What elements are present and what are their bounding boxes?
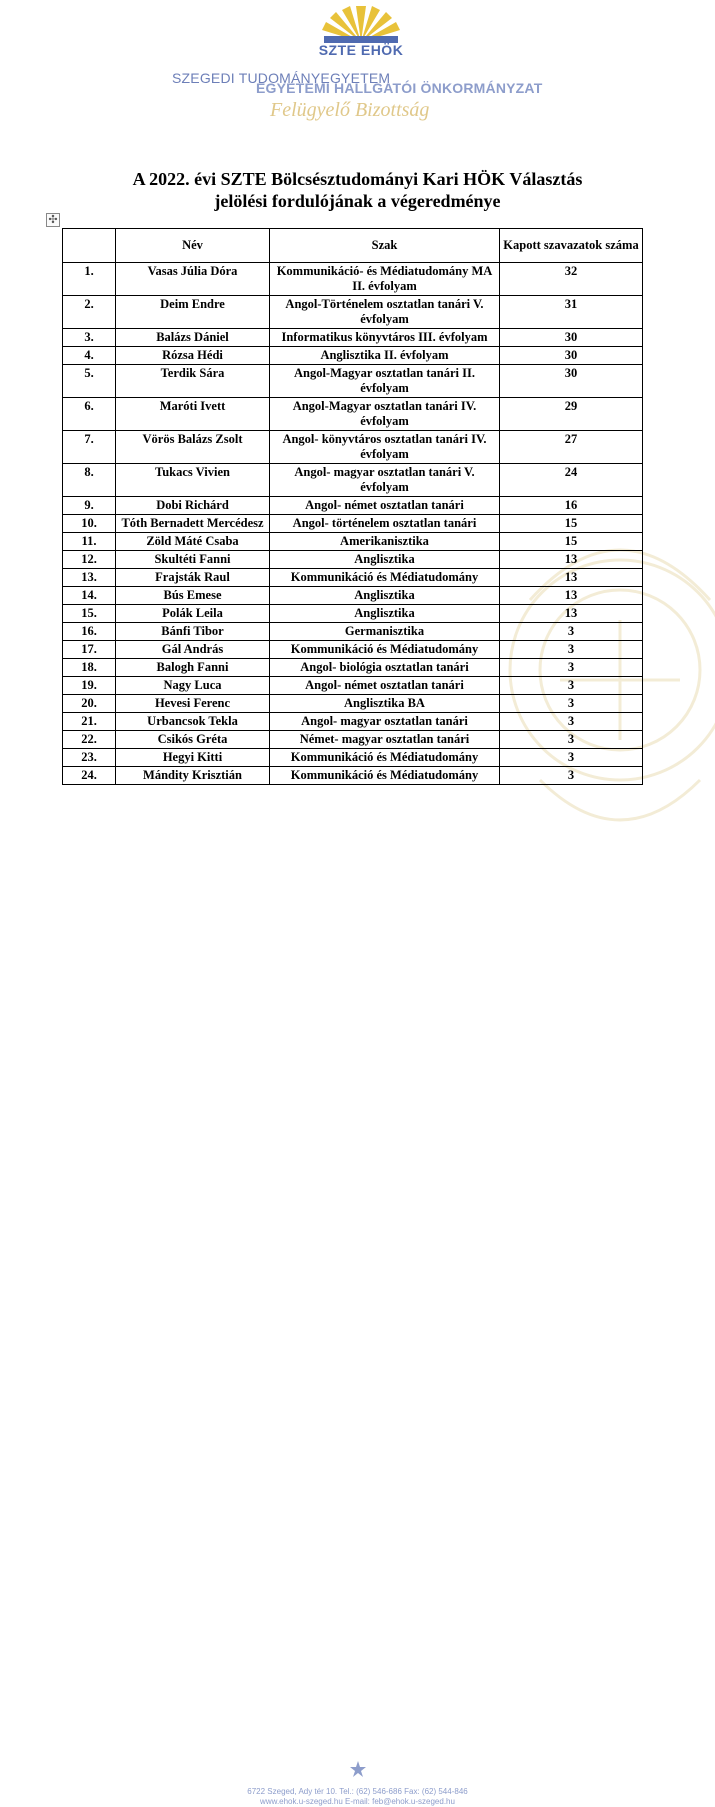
candidate-name: Balázs Dániel [116, 329, 270, 347]
candidate-major: Amerikanisztika [270, 533, 500, 551]
table-row [63, 365, 643, 398]
table-row [63, 515, 643, 533]
vote-count: 3 [500, 695, 643, 713]
table-row [63, 533, 643, 551]
vote-count: 13 [500, 551, 643, 569]
header-number [63, 229, 116, 263]
vote-count: 3 [500, 659, 643, 677]
title-line-2: jelölési fordulójának a végeredménye [214, 191, 501, 211]
table-row [63, 749, 643, 767]
candidate-major: Anglisztika BA [270, 695, 500, 713]
candidate-major: Német- magyar osztatlan tanári [270, 731, 500, 749]
table-row [63, 431, 643, 464]
vote-count: 3 [500, 767, 643, 785]
vote-count: 32 [500, 263, 643, 296]
header-major: Szak [270, 229, 500, 263]
row-number: 11. [63, 533, 116, 551]
table-row [63, 497, 643, 515]
footer-address: 6722 Szeged, Ady tér 10. Tel.: (62) 546-686 Fax: (62) 544-846 [247, 1787, 468, 1796]
row-number: 23. [63, 749, 116, 767]
title-line-1: A 2022. évi SZTE Bölcsésztudományi Kari HÖK Választás [132, 169, 583, 189]
candidate-major: Angol-Történelem osztatlan tanári V. évfolyam [270, 296, 500, 329]
table-row [63, 263, 643, 296]
vote-count: 13 [500, 587, 643, 605]
vote-count: 31 [500, 296, 643, 329]
star-icon [349, 1760, 367, 1780]
candidate-major: Angol- magyar osztatlan tanári [270, 713, 500, 731]
candidate-name: Terdik Sára [116, 365, 270, 398]
vote-count: 3 [500, 713, 643, 731]
table-row [63, 605, 643, 623]
candidate-name: Tukacs Vivien [116, 464, 270, 497]
row-number: 24. [63, 767, 116, 785]
candidate-name: Polák Leila [116, 605, 270, 623]
candidate-major: Angol-Magyar osztatlan tanári II. évfolyam [270, 365, 500, 398]
candidate-major: Angol- könyvtáros osztatlan tanári IV. évfolyam [270, 431, 500, 464]
row-number: 22. [63, 731, 116, 749]
table-row [63, 347, 643, 365]
row-number: 17. [63, 641, 116, 659]
candidate-major: Angol-Magyar osztatlan tanári IV. évfolyam [270, 398, 500, 431]
vote-count: 13 [500, 605, 643, 623]
candidate-name: Bánfi Tibor [116, 623, 270, 641]
table-row [63, 296, 643, 329]
university-name: SZEGEDI TUDOMÁNYEGYETEM [172, 70, 391, 86]
candidate-major: Germanisztika [270, 623, 500, 641]
union-name: EGYETEMI HALLGATÓI ÖNKORMÁNYZAT [256, 80, 543, 96]
candidate-name: Vasas Júlia Dóra [116, 263, 270, 296]
vote-count: 30 [500, 329, 643, 347]
table-row [63, 569, 643, 587]
table-row [63, 329, 643, 347]
candidate-name: Nagy Luca [116, 677, 270, 695]
candidate-name: Mándity Krisztián [116, 767, 270, 785]
row-number: 4. [63, 347, 116, 365]
vote-count: 3 [500, 641, 643, 659]
row-number: 8. [63, 464, 116, 497]
vote-count: 16 [500, 497, 643, 515]
sunburst-logo-icon [318, 2, 404, 44]
candidate-major: Kommunikáció és Médiatudomány [270, 641, 500, 659]
vote-count: 3 [500, 677, 643, 695]
logo-text: SZTE EHÖK [318, 42, 404, 58]
row-number: 1. [63, 263, 116, 296]
row-number: 20. [63, 695, 116, 713]
candidate-name: Rózsa Hédi [116, 347, 270, 365]
table-row [63, 464, 643, 497]
row-number: 16. [63, 623, 116, 641]
committee-name: Felügyelő Bizottság [270, 99, 430, 121]
results-table [62, 228, 643, 785]
candidate-major: Angol- német osztatlan tanári [270, 497, 500, 515]
vote-count: 15 [500, 533, 643, 551]
row-number: 2. [63, 296, 116, 329]
row-number: 18. [63, 659, 116, 677]
table-row [63, 731, 643, 749]
candidate-name: Deim Endre [116, 296, 270, 329]
candidate-major: Angol- történelem osztatlan tanári [270, 515, 500, 533]
vote-count: 3 [500, 623, 643, 641]
candidate-name: Zöld Máté Csaba [116, 533, 270, 551]
row-number: 6. [63, 398, 116, 431]
candidate-name: Urbancsok Tekla [116, 713, 270, 731]
vote-count: 27 [500, 431, 643, 464]
candidate-major: Anglisztika [270, 605, 500, 623]
footer-contact: www.ehok.u-szeged.hu E-mail: feb@ehok.u-szeged.hu [260, 1797, 455, 1806]
candidate-major: Anglisztika [270, 587, 500, 605]
candidate-name: Bús Emese [116, 587, 270, 605]
candidate-major: Angol- magyar osztatlan tanári V. évfolyam [270, 464, 500, 497]
table-header-row [63, 229, 643, 263]
candidate-major: Kommunikáció és Médiatudomány [270, 767, 500, 785]
candidate-name: Hevesi Ferenc [116, 695, 270, 713]
candidate-major: Informatikus könyvtáros III. évfolyam [270, 329, 500, 347]
row-number: 12. [63, 551, 116, 569]
candidate-name: Balogh Fanni [116, 659, 270, 677]
move-handle-icon[interactable]: ✣ [46, 213, 60, 227]
candidate-name: Gál András [116, 641, 270, 659]
candidate-major: Angol- német osztatlan tanári [270, 677, 500, 695]
candidate-name: Csikós Gréta [116, 731, 270, 749]
candidate-major: Anglisztika II. évfolyam [270, 347, 500, 365]
table-row [63, 587, 643, 605]
header-name: Név [116, 229, 270, 263]
vote-count: 30 [500, 347, 643, 365]
candidate-major: Kommunikáció- és Médiatudomány MA II. évfolyam [270, 263, 500, 296]
table-row [63, 398, 643, 431]
table-row [63, 767, 643, 785]
table-row [63, 677, 643, 695]
vote-count: 15 [500, 515, 643, 533]
candidate-name: Dobi Richárd [116, 497, 270, 515]
candidate-major: Kommunikáció és Médiatudomány [270, 569, 500, 587]
row-number: 9. [63, 497, 116, 515]
row-number: 19. [63, 677, 116, 695]
vote-count: 30 [500, 365, 643, 398]
row-number: 10. [63, 515, 116, 533]
row-number: 3. [63, 329, 116, 347]
row-number: 15. [63, 605, 116, 623]
candidate-name: Skultéti Fanni [116, 551, 270, 569]
row-number: 7. [63, 431, 116, 464]
candidate-major: Anglisztika [270, 551, 500, 569]
candidate-name: Hegyi Kitti [116, 749, 270, 767]
vote-count: 3 [500, 731, 643, 749]
vote-count: 29 [500, 398, 643, 431]
vote-count: 3 [500, 749, 643, 767]
table-row [63, 713, 643, 731]
vote-count: 24 [500, 464, 643, 497]
table-row [63, 641, 643, 659]
candidate-name: Maróti Ivett [116, 398, 270, 431]
candidate-major: Kommunikáció és Médiatudomány [270, 749, 500, 767]
candidate-name: Frajsták Raul [116, 569, 270, 587]
table-row [63, 659, 643, 677]
vote-count: 13 [500, 569, 643, 587]
table-row [63, 695, 643, 713]
row-number: 21. [63, 713, 116, 731]
candidate-major: Angol- biológia osztatlan tanári [270, 659, 500, 677]
row-number: 13. [63, 569, 116, 587]
candidate-name: Tóth Bernadett Mercédesz [116, 515, 270, 533]
row-number: 14. [63, 587, 116, 605]
header-votes: Kapott szavazatok száma [500, 229, 643, 263]
document-title [0, 168, 715, 212]
letterhead [0, 0, 715, 140]
table-row [63, 623, 643, 641]
candidate-name: Vörös Balázs Zsolt [116, 431, 270, 464]
table-row [63, 551, 643, 569]
table-body [63, 263, 643, 785]
row-number: 5. [63, 365, 116, 398]
